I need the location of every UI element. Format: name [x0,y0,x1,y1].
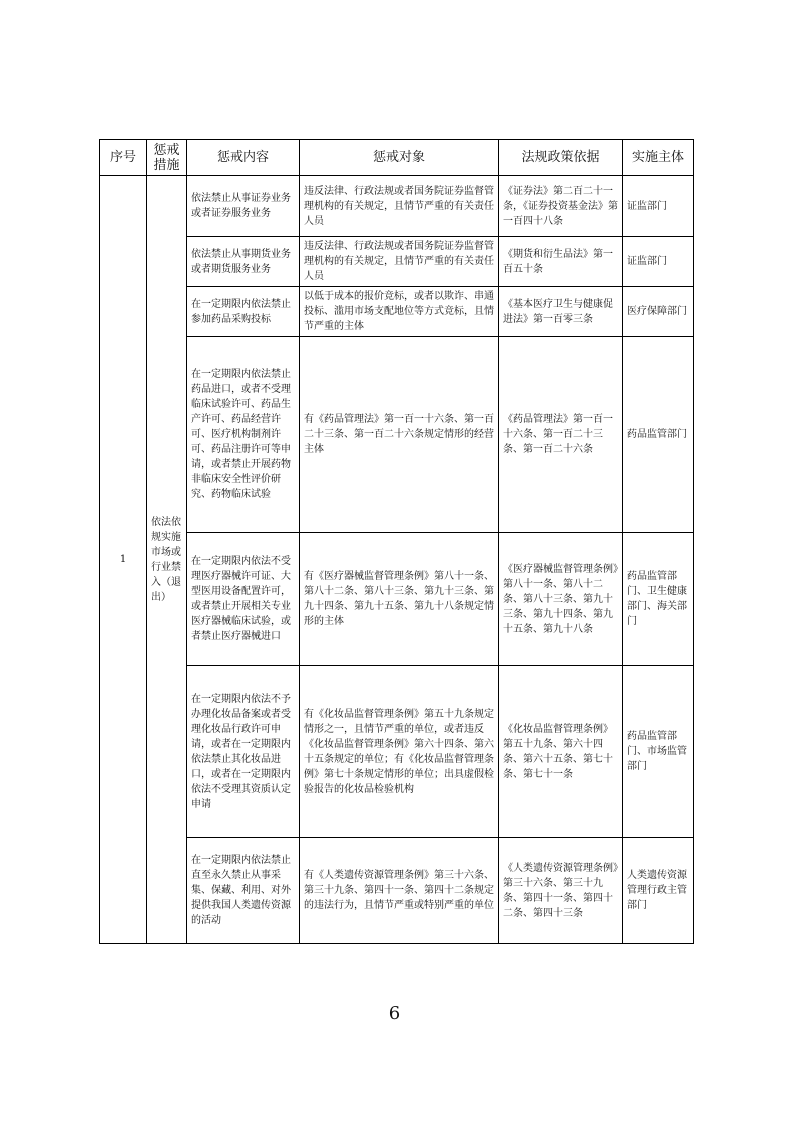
header-basis: 法规政策依据 [499,140,623,176]
header-content: 惩戒内容 [187,140,300,176]
table-row [100,666,694,838]
row-target: 违反法律、行政法规或者国务院证券监督管理机构的有关规定，且情节严重的有关责任人员 [300,176,499,237]
row-content: 在一定期限内依法不受理医疗器械许可证、大型医用设备配置许可，或者禁止开展相关专业医疗器械临床试验，或者禁止医疗器械进口 [187,533,300,666]
row-subject: 药品监管部门 [623,337,694,533]
row-subject: 证监部门 [623,176,694,237]
row-seq: 1 [100,176,147,944]
row-basis: 《药品管理法》第一百一十六条、第一百二十三条、第一百二十六条 [499,337,623,533]
table-row [100,287,694,337]
row-basis: 《期货和衍生品法》第一百五十条 [499,237,623,287]
row-basis: 《基本医疗卫生与健康促进法》第一百零三条 [499,287,623,337]
row-basis: 《证券法》第二百二十一条，《证券投资基金法》第一百四十八条 [499,176,623,237]
row-content: 在一定期限内依法不予办理化妆品备案或者受理化妆品行政许可申请，或者在一定期限内依法禁止其化妆品进口，或者在一定期限内依法不受理其资质认定申请 [187,666,300,838]
row-content: 在一定期限内依法禁止参加药品采购投标 [187,287,300,337]
header-target: 惩戒对象 [300,140,499,176]
table-row [100,176,694,237]
row-subject: 人类遗传资源管理行政主管部门 [623,838,694,944]
row-content: 依法禁止从事证券业务或者证券服务业务 [187,176,300,237]
header-subject: 实施主体 [623,140,694,176]
row-target: 以低于成本的报价竞标，或者以欺诈、串通投标、滥用市场支配地位等方式竞标，且情节严重的主体 [300,287,499,337]
row-basis: 《化妆品监督管理条例》第五十九条、第六十四条、第六十五条、第七十条、第七十一条 [499,666,623,838]
row-measure: 依法依规实施市场或行业禁入（退出） [147,176,187,944]
row-content: 在一定期限内依法禁止直至永久禁止从事采集、保藏、利用、对外提供我国人类遗传资源的活动 [187,838,300,944]
row-content: 依法禁止从事期货业务或者期货服务业务 [187,237,300,287]
header-measure: 惩戒措施 [147,140,187,176]
table-row [100,533,694,666]
header-seq: 序号 [100,140,147,176]
row-target: 违反法律、行政法规或者国务院证券监督管理机构的有关规定，且情节严重的有关责任人员 [300,237,499,287]
row-target: 有《医疗器械监督管理条例》第八十一条、第八十二条、第八十三条、第九十三条、第九十四条、第九十五条、第九十八条规定情形的主体 [300,533,499,666]
row-subject: 医疗保障部门 [623,287,694,337]
table-row [100,337,694,533]
punishment-table [99,139,694,944]
row-target: 有《人类遗传资源管理条例》第三十六条、第三十九条、第四十一条、第四十二条规定的违法行为，且情节严重或特别严重的单位 [300,838,499,944]
row-subject: 药品监管部门、市场监管部门 [623,666,694,838]
row-subject: 药品监管部门、卫生健康部门、海关部门 [623,533,694,666]
table-header-row [100,140,694,176]
row-content: 在一定期限内依法禁止药品进口，或者不受理临床试验许可、药品生产许可、药品经营许可、医疗机构制剂许可、药品注册许可等申请，或者禁止开展药物非临床安全性评价研究、药物临床试验 [187,337,300,533]
page-number: 6 [388,1003,401,1024]
row-basis: 《医疗器械监督管理条例》第八十一条、第八十二条、第八十三条、第九十三条、第九十四条、第九十五条、第九十八条 [499,533,623,666]
row-target: 有《化妆品监督管理条例》第五十九条规定情形之一，且情节严重的单位，或者违反《化妆品监督管理条例》第六十四条、第六十五条规定的单位；有《化妆品监督管理条例》第七十条规定情形的单位；出具虚假检验报告的化妆品检验机构 [300,666,499,838]
table-row [100,838,694,944]
row-target: 有《药品管理法》第一百一十六条、第一百二十三条、第一百二十六条规定情形的经营主体 [300,337,499,533]
table-row [100,237,694,287]
row-basis: 《人类遗传资源管理条例》第三十六条、第三十九条、第四十一条、第四十二条、第四十三条 [499,838,623,944]
row-subject: 证监部门 [623,237,694,287]
